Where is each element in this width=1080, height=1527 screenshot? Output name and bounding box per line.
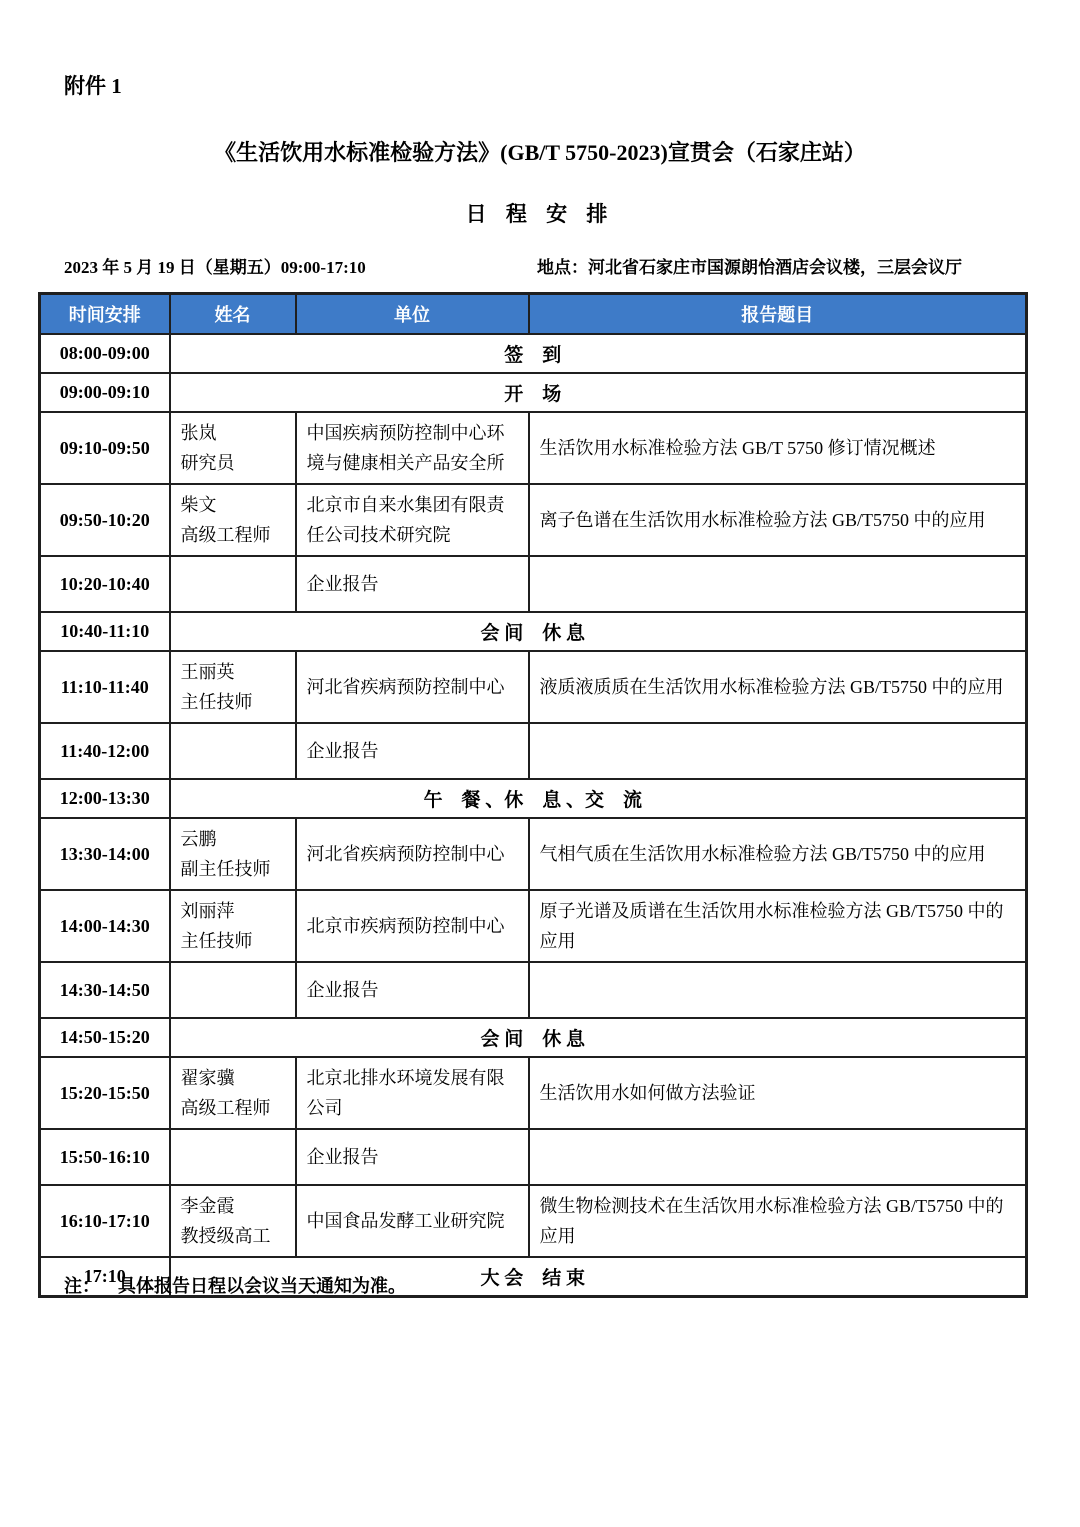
speaker-title: 主任技师 — [180, 692, 253, 712]
speaker-cell — [170, 412, 296, 484]
speaker-cell — [170, 818, 296, 890]
speaker-org: 中国疾病预防控制中心环境与健康相关产品安全所 — [296, 412, 529, 484]
table-row — [40, 890, 1027, 962]
speaker-org: 北京市疾病预防控制中心 — [296, 890, 529, 962]
talk-title: 生活饮用水如何做方法验证 — [529, 1057, 1027, 1129]
agenda-table-body — [40, 334, 1027, 1297]
speaker-name: 柴文 — [180, 495, 217, 515]
table-row — [40, 484, 1027, 556]
talk-title: 气相气质在生活饮用水标准检验方法 GB/T5750 中的应用 — [529, 818, 1027, 890]
speaker-cell — [170, 1185, 296, 1257]
speaker-org: 中国食品发酵工业研究院 — [296, 1185, 529, 1257]
session-time: 09:10-09:50 — [40, 412, 170, 484]
session-time: 09:00-09:10 — [40, 373, 170, 412]
footnote — [64, 1272, 406, 1298]
speaker-title: 主任技师 — [180, 931, 253, 951]
speaker-title: 高级工程师 — [180, 525, 271, 545]
session-time: 15:50-16:10 — [40, 1129, 170, 1185]
agenda-table-header — [40, 294, 1027, 335]
talk-title: 生活饮用水标准检验方法 GB/T 5750 修订情况概述 — [529, 412, 1027, 484]
speaker-title: 副主任技师 — [180, 859, 271, 879]
table-row — [40, 1018, 1027, 1057]
session-time: 08:00-09:00 — [40, 334, 170, 373]
speaker-name: 张岚 — [180, 423, 217, 443]
session-time: 12:00-13:30 — [40, 779, 170, 818]
speaker-name: 云鹏 — [180, 829, 217, 849]
speaker-org: 企业报告 — [296, 556, 529, 612]
session-time: 13:30-14:00 — [40, 818, 170, 890]
talk-title — [529, 723, 1027, 779]
table-row — [40, 651, 1027, 723]
session-label: 午 餐 、休 息 、交 流 — [170, 779, 1027, 818]
attachment-label: 附件 1 — [64, 74, 122, 98]
table-row — [40, 1185, 1027, 1257]
session-label: 大 会 结 束 — [170, 1257, 1027, 1297]
talk-title: 微生物检测技术在生活饮用水标准检验方法 GB/T5750 中的应用 — [529, 1185, 1027, 1257]
session-label: 会 间 休 息 — [170, 1018, 1027, 1057]
speaker-cell — [170, 484, 296, 556]
column-header-1: 姓名 — [170, 294, 296, 335]
table-row — [40, 818, 1027, 890]
speaker-cell — [170, 890, 296, 962]
talk-title — [529, 962, 1027, 1018]
session-time: 11:40-12:00 — [40, 723, 170, 779]
table-row — [40, 779, 1027, 818]
speaker-cell — [170, 1129, 296, 1185]
speaker-org: 北京市自来水集团有限责任公司技术研究院 — [296, 484, 529, 556]
talk-title: 离子色谱在生活饮用水标准检验方法 GB/T5750 中的应用 — [529, 484, 1027, 556]
session-label: 会 间 休 息 — [170, 612, 1027, 651]
speaker-cell — [170, 723, 296, 779]
session-time: 10:40-11:10 — [40, 612, 170, 651]
table-row — [40, 612, 1027, 651]
event-location: 地点：河北省石家庄市国源朗怡酒店会议楼，三层会议厅 — [537, 258, 962, 277]
speaker-org: 河北省疾病预防控制中心 — [296, 818, 529, 890]
session-time: 11:10-11:40 — [40, 651, 170, 723]
event-datetime: 2023 年 5 月 19 日（星期五）09:00-17:10 — [64, 258, 366, 277]
session-time: 09:50-10:20 — [40, 484, 170, 556]
speaker-title: 研究员 — [180, 453, 235, 473]
speaker-name: 王丽英 — [180, 662, 235, 682]
column-header-2: 单位 — [296, 294, 529, 335]
table-row — [40, 334, 1027, 373]
speaker-cell — [170, 556, 296, 612]
speaker-name: 李金霞 — [180, 1196, 235, 1216]
speaker-org: 北京北排水环境发展有限公司 — [296, 1057, 529, 1129]
talk-title: 液质液质质在生活饮用水标准检验方法 GB/T5750 中的应用 — [529, 651, 1027, 723]
table-row — [40, 962, 1027, 1018]
session-time: 16:10-17:10 — [40, 1185, 170, 1257]
table-row — [40, 556, 1027, 612]
session-label: 签 到 — [170, 334, 1027, 373]
speaker-cell — [170, 962, 296, 1018]
table-row — [40, 373, 1027, 412]
talk-title — [529, 556, 1027, 612]
table-row — [40, 723, 1027, 779]
speaker-org: 企业报告 — [296, 1129, 529, 1185]
footnote-label: 注： — [64, 1276, 100, 1296]
table-row — [40, 1129, 1027, 1185]
speaker-cell — [170, 651, 296, 723]
table-row — [40, 412, 1027, 484]
speaker-org: 河北省疾病预防控制中心 — [296, 651, 529, 723]
talk-title — [529, 1129, 1027, 1185]
footnote-text: 具体报告日程以会议当天通知为准。 — [118, 1276, 406, 1296]
session-time: 15:20-15:50 — [40, 1057, 170, 1129]
session-time: 14:30-14:50 — [40, 962, 170, 1018]
session-time: 17:10 — [40, 1257, 170, 1297]
session-time: 14:00-14:30 — [40, 890, 170, 962]
page-subtitle: 日 程 安 排 — [465, 202, 615, 226]
session-label: 开 场 — [170, 373, 1027, 412]
speaker-name: 刘丽萍 — [180, 901, 235, 921]
table-row — [40, 1057, 1027, 1129]
speaker-title: 高级工程师 — [180, 1098, 271, 1118]
column-header-3: 报告题目 — [529, 294, 1027, 335]
speaker-name: 翟家骥 — [180, 1068, 235, 1088]
talk-title: 原子光谱及质谱在生活饮用水标准检验方法 GB/T5750 中的应用 — [529, 890, 1027, 962]
speaker-title: 教授级高工 — [180, 1226, 271, 1246]
header-row — [40, 294, 1027, 335]
column-header-0: 时间安排 — [40, 294, 170, 335]
session-time: 10:20-10:40 — [40, 556, 170, 612]
speaker-cell — [170, 1057, 296, 1129]
speaker-org: 企业报告 — [296, 962, 529, 1018]
page-title: 《生活饮用水标准检验方法》(GB/T 5750-2023)宣贯会（石家庄站） — [214, 140, 866, 165]
speaker-org: 企业报告 — [296, 723, 529, 779]
session-time: 14:50-15:20 — [40, 1018, 170, 1057]
agenda-table — [38, 292, 1028, 1298]
